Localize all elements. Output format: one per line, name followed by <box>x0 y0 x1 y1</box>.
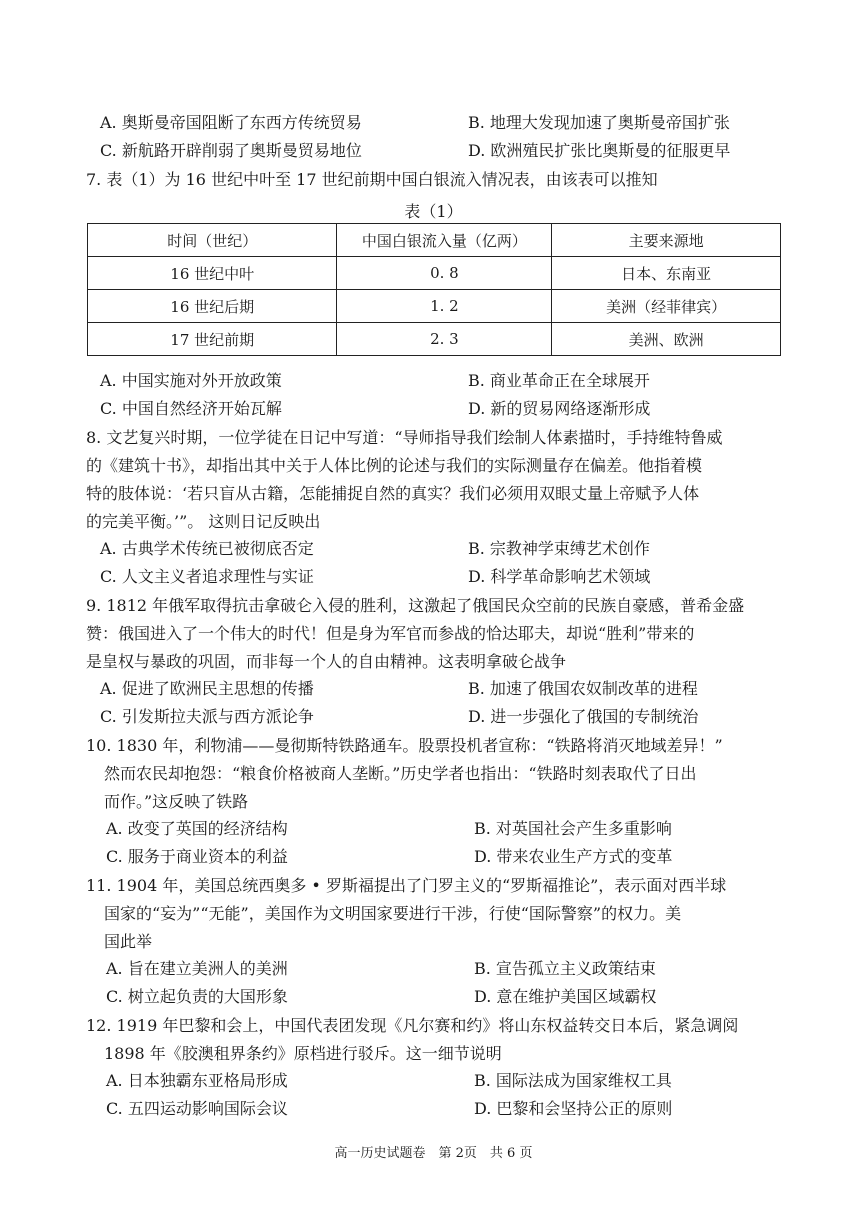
q8-stem-line: 的《建筑十书》，却指出其中关于人体比例的论述与我们的实际测量存在偏差。他指着模 <box>86 456 703 475</box>
q11-stem-line: 国家的“妄为”“无能”，美国作为文明国家要进行干涉，行使“国际警察”的权力。美 <box>104 904 682 923</box>
q10-option-d[interactable]: D. 带来农业生产方式的变革 <box>474 847 673 866</box>
q7-options-row-1 <box>100 368 800 394</box>
q10-option-c[interactable]: C. 服务于商业资本的利益 <box>106 847 288 866</box>
table-header-cell: 时间（世纪） <box>88 224 337 257</box>
q6-options-row-2 <box>100 138 800 164</box>
q6-options-row-1 <box>100 110 800 136</box>
table-cell: 2. 3 <box>337 323 552 356</box>
table-cell: 17 世纪前期 <box>88 323 337 356</box>
table-header-cell: 中国白银流入量（亿两） <box>337 224 552 257</box>
q7-option-b[interactable]: B. 商业革命正在全球展开 <box>468 371 650 390</box>
q11-stem-line: 国此举 <box>104 932 153 951</box>
q6-option-d[interactable]: D. 欧洲殖民扩张比奥斯曼的征服更早 <box>468 141 731 160</box>
q7-options-row-2 <box>100 396 800 422</box>
table-row <box>88 323 781 356</box>
q10-stem-line: 10. 1830 年，利物浦——曼彻斯特铁路通车。股票投机者宣称：“铁路将消灭地域差异！” <box>86 736 723 755</box>
q9-options-row-2 <box>100 704 800 730</box>
q8-option-c[interactable]: C. 人文主义者追求理性与实证 <box>100 567 314 586</box>
q8-option-b[interactable]: B. 宗教神学束缚艺术创作 <box>468 539 650 558</box>
q9-stem-line: 赞：俄国进入了一个伟大的时代！但是身为军官而参战的恰达耶夫，却说“胜利”带来的 <box>86 624 695 643</box>
q11-option-d[interactable]: D. 意在维护美国区域霸权 <box>474 987 657 1006</box>
q11-option-c[interactable]: C. 树立起负责的大国形象 <box>106 987 288 1006</box>
q9-option-a[interactable]: A. 促进了欧洲民主思想的传播 <box>100 679 314 698</box>
q10-option-b[interactable]: B. 对英国社会产生多重影响 <box>474 819 672 838</box>
q7-option-c[interactable]: C. 中国自然经济开始瓦解 <box>100 399 282 418</box>
q11-option-a[interactable]: A. 旨在建立美洲人的美洲 <box>106 959 288 978</box>
table-row <box>88 290 781 323</box>
q8-option-d[interactable]: D. 科学革命影响艺术领域 <box>468 567 651 586</box>
q7-stem: 7. 表（1）为 16 世纪中叶至 17 世纪前期中国白银流入情况表，由该表可以推知 <box>86 170 658 189</box>
q7-table-caption: 表（1） <box>404 202 463 221</box>
q6-option-b[interactable]: B. 地理大发现加速了奥斯曼帝国扩张 <box>468 113 730 132</box>
q10-option-a[interactable]: A. 改变了英国的经济结构 <box>106 819 288 838</box>
q12-stem-line: 1898 年《胶澳租界条约》原档进行驳斥。这一细节说明 <box>104 1044 502 1063</box>
table-cell: 1. 2 <box>337 290 552 323</box>
q12-option-c[interactable]: C. 五四运动影响国际会议 <box>106 1099 288 1118</box>
q9-stem-line: 是皇权与暴政的巩固，而非每一个人的自由精神。这表明拿破仑战争 <box>86 652 567 671</box>
q6-option-a[interactable]: A. 奥斯曼帝国阻断了东西方传统贸易 <box>100 113 362 132</box>
q11-option-b[interactable]: B. 宣告孤立主义政策结束 <box>474 959 656 978</box>
q12-option-a[interactable]: A. 日本独霸东亚格局形成 <box>106 1071 288 1090</box>
q9-stem-line: 9. 1812 年俄军取得抗击拿破仑入侵的胜利，这激起了俄国民众空前的民族自豪感，普希金盛 <box>86 596 745 615</box>
q12-option-d[interactable]: D. 巴黎和会坚持公正的原则 <box>474 1099 673 1118</box>
table-header-cell: 主要来源地 <box>552 224 781 257</box>
q7-option-a[interactable]: A. 中国实施对外开放政策 <box>100 371 282 390</box>
q10-stem-line: 而作。”这反映了铁路 <box>104 792 249 811</box>
q11-options-row-2 <box>106 984 806 1010</box>
table-row <box>88 257 781 290</box>
q10-stem-line: 然而农民却抱怨：“粮食价格被商人垄断。”历史学者也指出：“铁路时刻表取代了日出 <box>104 764 697 783</box>
q9-option-c[interactable]: C. 引发斯拉夫派与西方派论争 <box>100 707 314 726</box>
table-cell: 日本、东南亚 <box>552 257 781 290</box>
q12-option-b[interactable]: B. 国际法成为国家维权工具 <box>474 1071 672 1090</box>
silver-inflow-table <box>87 223 781 356</box>
q7-option-d[interactable]: D. 新的贸易网络逐渐形成 <box>468 399 651 418</box>
q8-options-row-2 <box>100 564 800 590</box>
table-cell: 0. 8 <box>337 257 552 290</box>
table-cell: 16 世纪后期 <box>88 290 337 323</box>
q10-options-row-2 <box>106 844 806 870</box>
q8-options-row-1 <box>100 536 800 562</box>
page-footer: 高一历史试题卷 第 2页 共 6 页 <box>334 1146 533 1161</box>
q8-stem-line: 特的肢体说：‘若只盲从古籍，怎能捕捉自然的真实？我们必须用双眼丈量上帝赋予人体 <box>86 484 700 503</box>
q12-options-row-2 <box>106 1096 806 1122</box>
q10-options-row-1 <box>106 816 806 842</box>
table-cell: 美洲（经菲律宾） <box>552 290 781 323</box>
q8-stem-line: 8. 文艺复兴时期，一位学徒在日记中写道：“导师指导我们绘制人体素描时，手持维特鲁威 <box>86 428 723 447</box>
q8-option-a[interactable]: A. 古典学术传统已被彻底否定 <box>100 539 314 558</box>
table-cell: 16 世纪中叶 <box>88 257 337 290</box>
q6-option-c[interactable]: C. 新航路开辟削弱了奥斯曼贸易地位 <box>100 141 362 160</box>
q9-option-b[interactable]: B. 加速了俄国农奴制改革的进程 <box>468 679 698 698</box>
q11-stem-line: 11. 1904 年，美国总统西奥多 • 罗斯福提出了门罗主义的“罗斯福推论”，表示面对西半球 <box>86 876 727 895</box>
q8-stem-line: 的完美平衡。’”。 这则日记反映出 <box>86 512 321 531</box>
q11-options-row-1 <box>106 956 806 982</box>
q12-stem-line: 12. 1919 年巴黎和会上，中国代表团发现《凡尔赛和约》将山东权益转交日本后，紧急调阅 <box>86 1016 739 1035</box>
q9-options-row-1 <box>100 676 800 702</box>
q12-options-row-1 <box>106 1068 806 1094</box>
q9-option-d[interactable]: D. 进一步强化了俄国的专制统治 <box>468 707 699 726</box>
table-header-row <box>88 224 781 257</box>
table-cell: 美洲、欧洲 <box>552 323 781 356</box>
